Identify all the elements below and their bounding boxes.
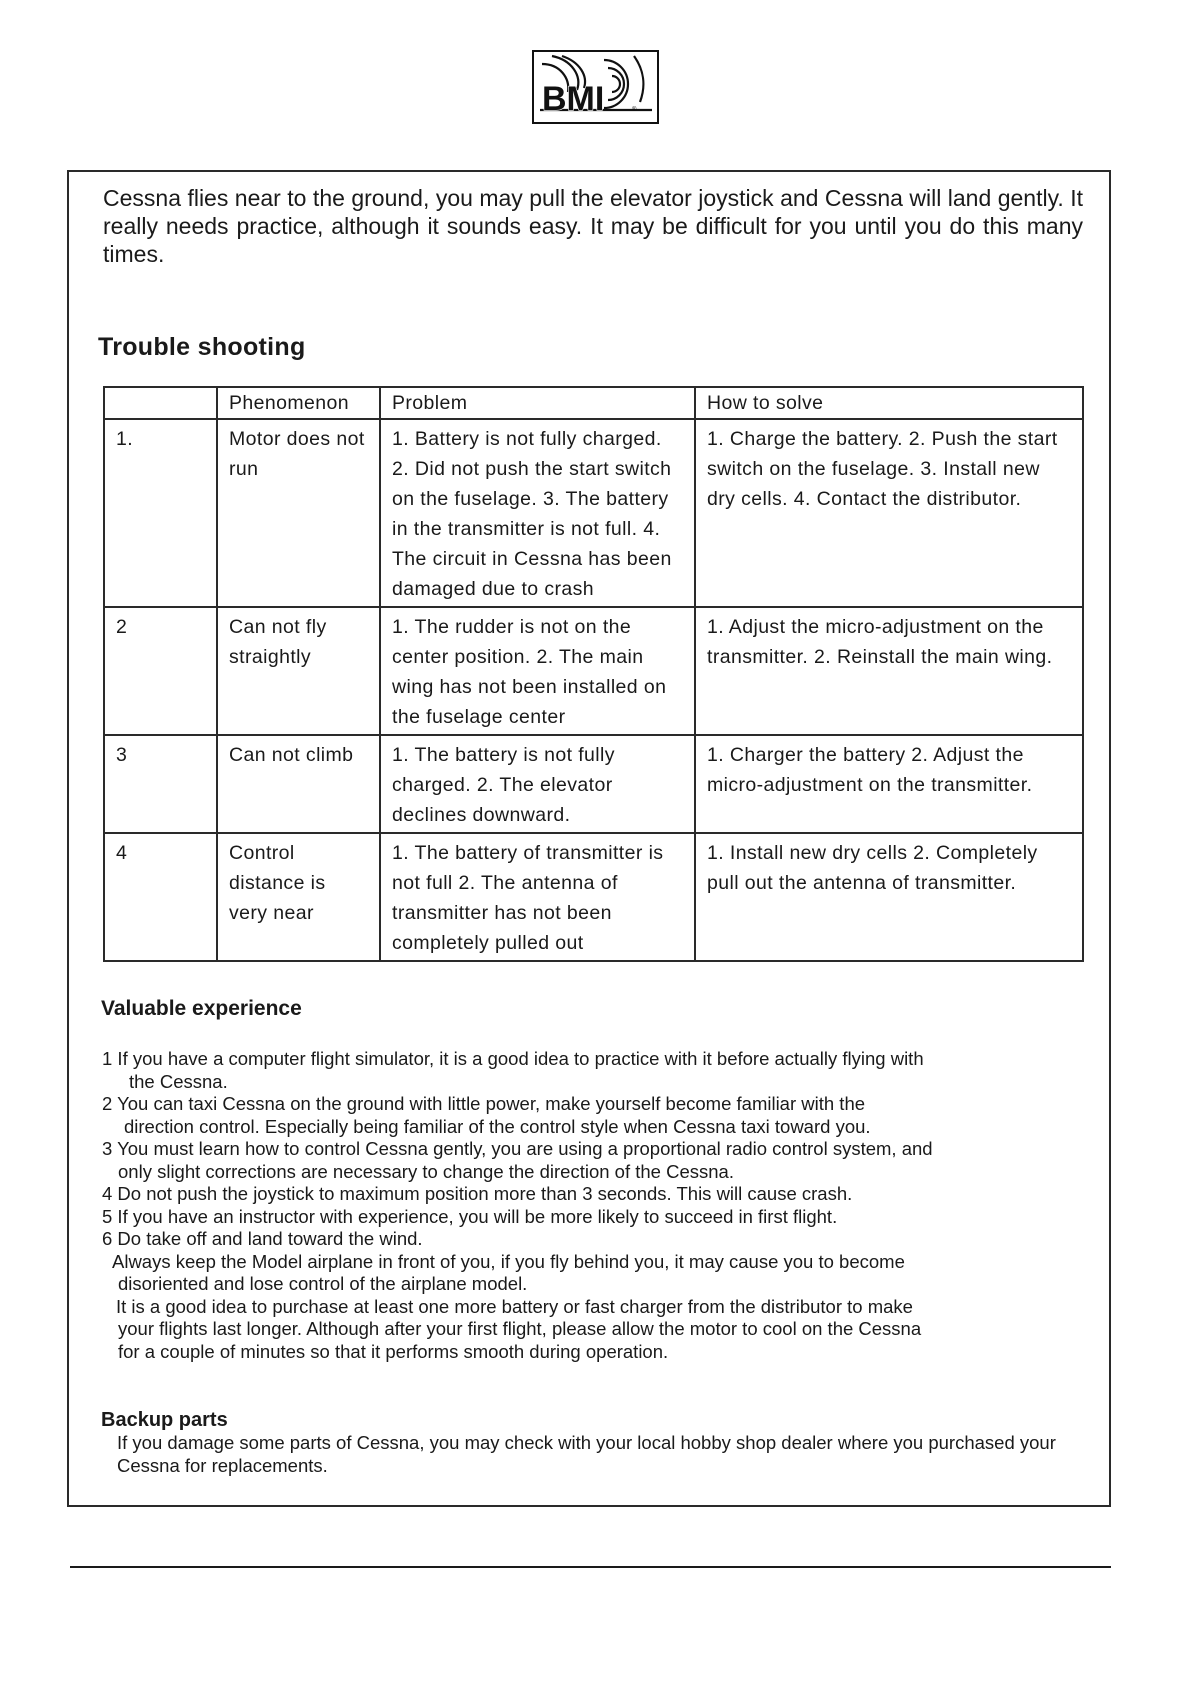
list-item-continuation: only slight corrections are necessary to change the direction of the Cessna. — [118, 1160, 734, 1182]
row-solution: 1. Charger the battery 2. Adjust the micro-adjustment on the transmitter. — [695, 735, 1083, 833]
svg-text:BMI: BMI — [542, 80, 605, 118]
valuable-experience-heading: Valuable experience — [101, 997, 302, 1020]
svg-text:®: ® — [632, 107, 637, 113]
list-note-continuation: for a couple of minutes so that it performs smooth during operation. — [118, 1340, 669, 1362]
backup-parts-text: If you damage some parts of Cessna, you may check with your local hobby shop dealer where you purchased your Cessna for replacements. — [117, 1432, 1056, 1476]
row-problem: 1. The battery of transmitter is not full 2. The antenna of transmitter has not been completely pulled out — [380, 833, 695, 961]
row-phenomenon: Can not fly straightly — [217, 607, 380, 735]
list-note: It is a good idea to purchase at least one more battery or fast charger from the distributor to make — [116, 1295, 913, 1317]
bmi-logo — [532, 50, 659, 124]
list-item: 3 You must learn how to control Cessna gently, you are using a proportional radio control system, and — [102, 1138, 933, 1159]
list-note-continuation: disoriented and lose control of the airplane model. — [118, 1273, 528, 1294]
list-note-continuation: your flights last longer. Although after your first flight, please allow the motor to cool on the Cessna — [118, 1318, 922, 1339]
table-row — [104, 607, 1083, 735]
row-solution: 1. Adjust the micro-adjustment on the transmitter. 2. Reinstall the main wing. — [695, 607, 1083, 735]
row-phenomenon: Control distance is very near — [217, 833, 380, 961]
row-number: 4 — [104, 833, 217, 961]
intro-paragraph: Cessna flies near to the ground, you may pull the elevator joystick and Cessna will land gently. It really needs practice, although it sounds easy. It may be difficult for you until you do this many times. — [103, 185, 1083, 267]
list-item: 5 If you have an instructor with experience, you will be more likely to succeed in first flight. — [102, 1205, 838, 1227]
row-problem: 1. The battery is not fully charged. 2. The elevator declines downward. — [380, 735, 695, 833]
table-row — [104, 735, 1083, 833]
header-how-to-solve: How to solve — [695, 387, 1083, 419]
list-item: 6 Do take off and land toward the wind. — [102, 1228, 423, 1249]
trouble-shooting-heading: Trouble shooting — [98, 333, 306, 361]
row-number: 2 — [104, 607, 217, 735]
row-number: 1. — [104, 419, 217, 607]
header-problem: Problem — [380, 387, 695, 419]
list-item: 2 You can taxi Cessna on the ground with little power, make yourself become familiar with the — [102, 1093, 866, 1114]
table-row — [104, 419, 1083, 607]
header-number — [104, 387, 217, 419]
row-phenomenon: Can not climb — [217, 735, 380, 833]
experience-list — [102, 1048, 1092, 1363]
header-phenomenon: Phenomenon — [217, 387, 380, 419]
table-header-row — [104, 387, 1083, 419]
row-phenomenon: Motor does not run — [217, 419, 380, 607]
list-note: Always keep the Model airplane in front of you, if you fly behind you, it may cause you to become — [112, 1250, 905, 1272]
footer-rule — [70, 1566, 1111, 1568]
backup-parts-heading: Backup parts — [101, 1409, 228, 1431]
trouble-shooting-table — [103, 386, 1084, 962]
list-item-continuation: the Cessna. — [129, 1070, 228, 1092]
list-item: 4 Do not push the joystick to maximum position more than 3 seconds. This will cause crash. — [102, 1183, 853, 1204]
list-item-continuation: direction control. Especially being familiar of the control style when Cessna taxi toward you. — [124, 1115, 871, 1137]
row-solution: 1. Charge the battery. 2. Push the start switch on the fuselage. 3. Install new dry cells. 4. Contact the distributor. — [695, 419, 1083, 607]
row-solution: 1. Install new dry cells 2. Completely pull out the antenna of transmitter. — [695, 833, 1083, 961]
row-number: 3 — [104, 735, 217, 833]
row-problem: 1. The rudder is not on the center position. 2. The main wing has not been installed on the fuselage center — [380, 607, 695, 735]
table-row — [104, 833, 1083, 961]
list-item: 1 If you have a computer flight simulator, it is a good idea to practice with it before actually flying with — [102, 1048, 924, 1069]
row-problem: 1. Battery is not fully charged. 2. Did not push the start switch on the fuselage. 3. The battery in the transmitter is not full. 4. The circuit in Cessna has been damaged due to crash — [380, 419, 695, 607]
